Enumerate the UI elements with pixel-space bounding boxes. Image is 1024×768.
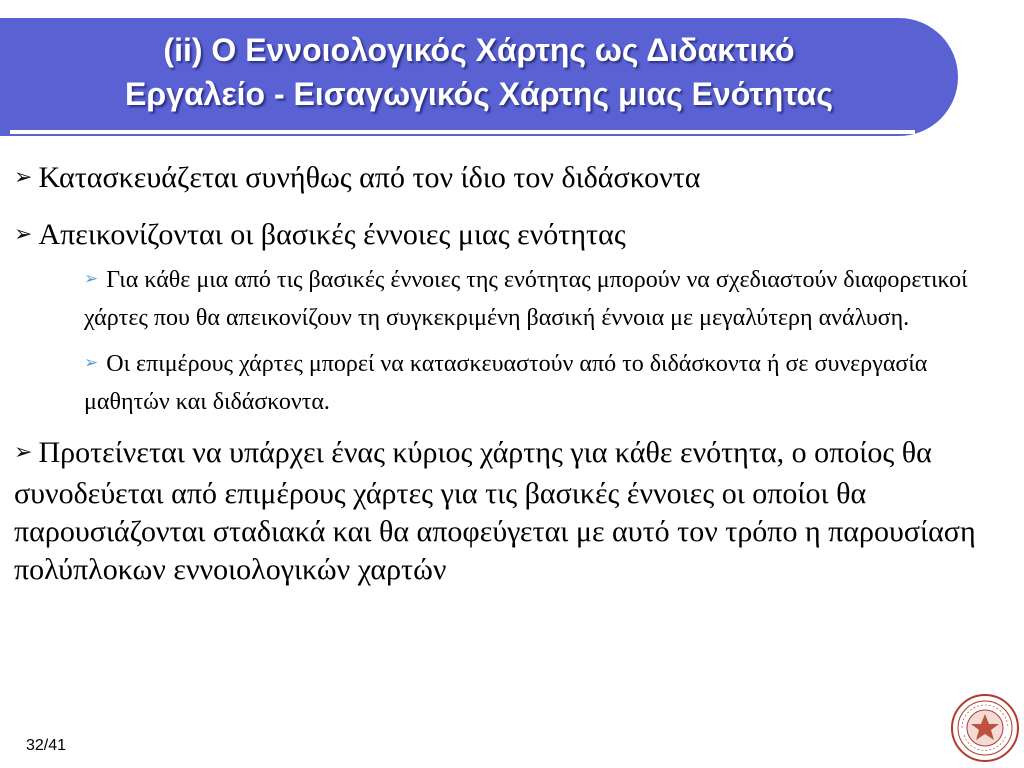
arrow-sub-bullet-icon: ➢: [84, 353, 99, 373]
bullet-text: Απεικονίζονται οι βασικές έννοιες μιας ενότητας: [38, 218, 626, 251]
title-line-1: (ii) Ο Εννοιολογικός Χάρτης ως Διδακτικό: [163, 32, 795, 68]
title-line-2: Εργαλείο - Εισαγωγικός Χάρτης μιας Ενότητας: [125, 76, 833, 112]
sub-bullet-text: Οι επιμέρους χάρτες μπορεί να κατασκευαστούν από το διδάσκοντα ή σε συνεργασία μαθητών και διδάσκοντα.: [84, 351, 928, 415]
sub-bullet-item: [84, 346, 1019, 420]
bullet-text: Κατασκευάζεται συνήθως από τον ίδιο τον διδάσκοντα: [38, 161, 701, 194]
slide-body: [14, 160, 1019, 607]
page-number: 32/41: [26, 737, 67, 754]
bullet-item: [14, 434, 1019, 589]
sub-bullet-item: [84, 262, 1019, 336]
arrow-bullet-icon: ➢: [14, 222, 33, 247]
bullet-item: [14, 160, 1019, 199]
arrow-bullet-icon: ➢: [14, 440, 33, 465]
arrow-sub-bullet-icon: ➢: [84, 269, 99, 289]
sub-bullet-text: Για κάθε μια από τις βασικές έννοιες της ενότητας μπορούν να σχεδιαστούν διαφορετικοί χάρτες που θα απεικονίζουν τη συγκεκριμένη βασική έννοια με μεγαλύτερη ανάλυση.: [84, 267, 968, 331]
title-underline: [10, 130, 915, 134]
university-seal-icon: [950, 693, 1020, 763]
arrow-bullet-icon: ➢: [14, 165, 33, 190]
bullet-text: Προτείνεται να υπάρχει ένας κύριος χάρτης για κάθε ενότητα, ο οποίος θα συνοδεύεται από επιμέρους χάρτες για τις βασικές έννοιες οι οποίοι θα παρουσιάζονται σταδιακά και θα αποφεύγεται με αυτό τον τρόπο η παρουσίαση πολύπλοκων εννοιολογικών χαρτών: [14, 436, 976, 586]
slide-title: [0, 28, 958, 116]
bullet-item: [14, 217, 1019, 256]
